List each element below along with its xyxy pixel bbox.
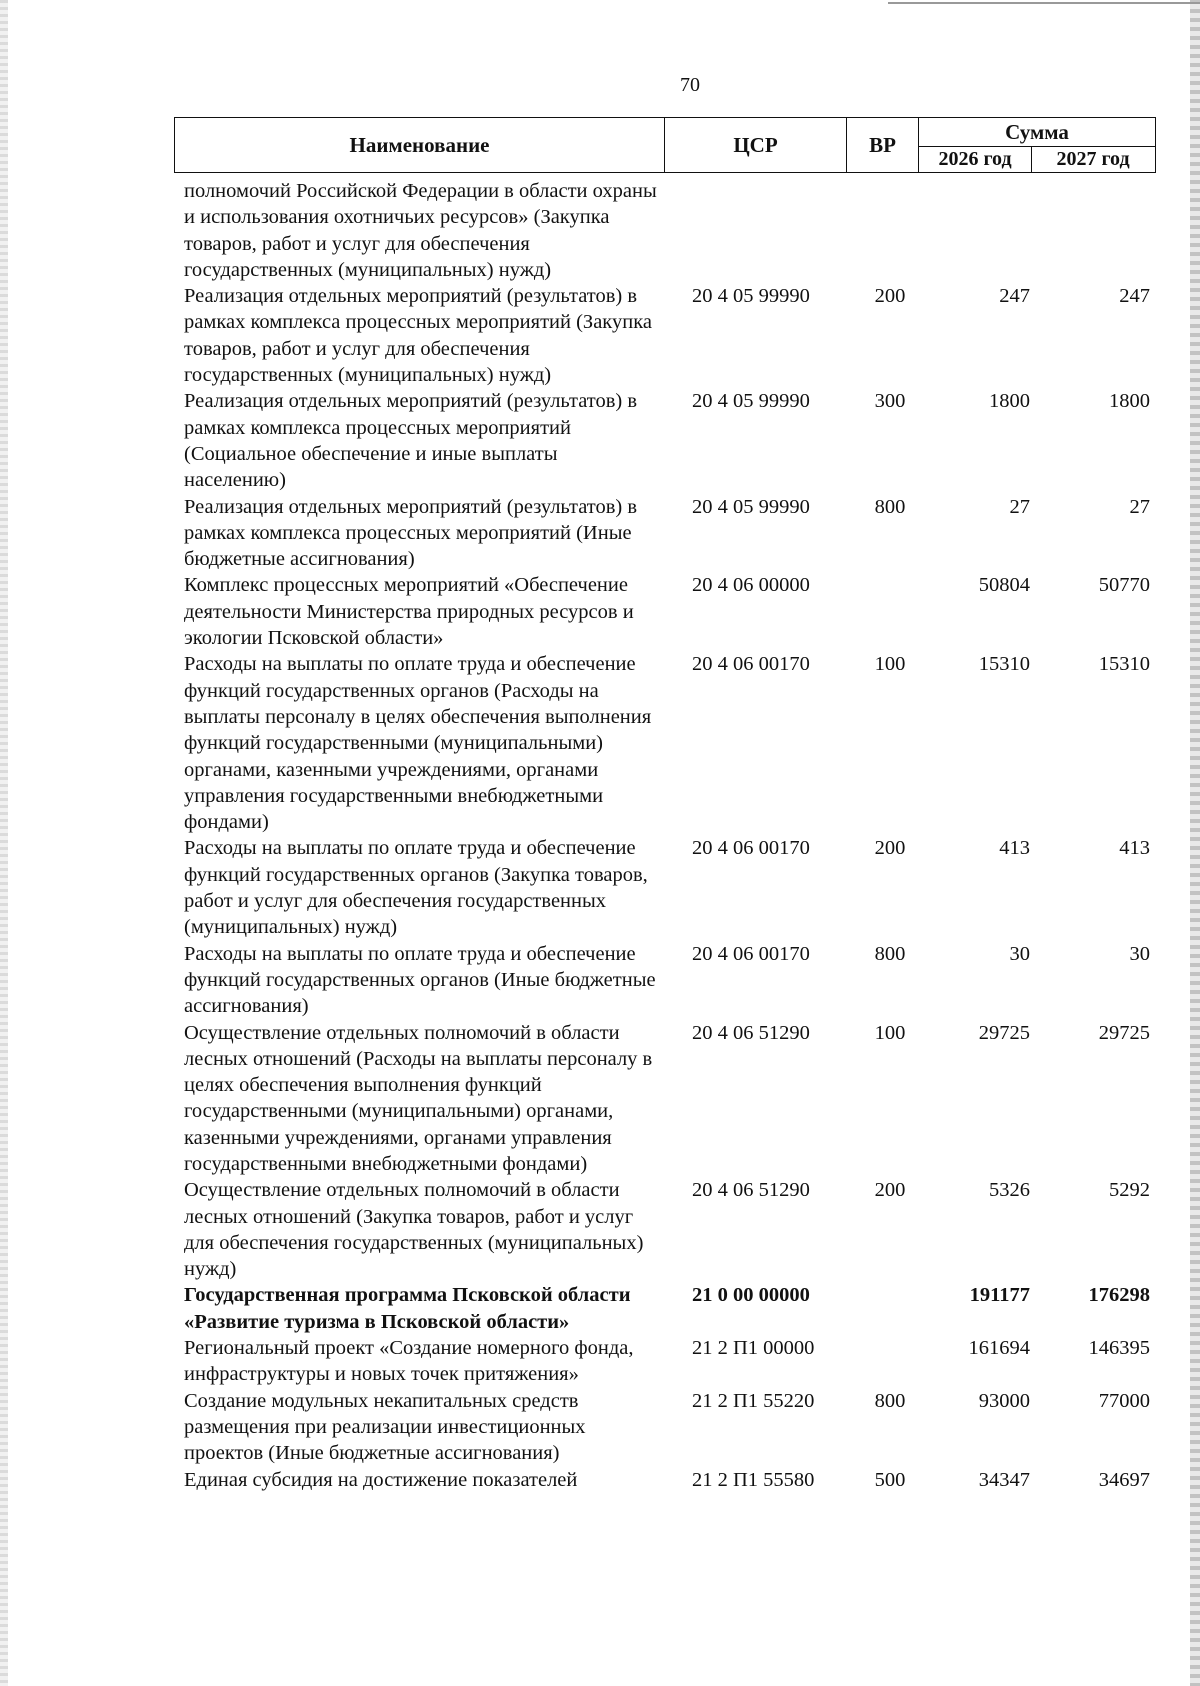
row-csr: 20 4 05 99990 (692, 285, 810, 308)
row-sum-2027: 15310 (1098, 653, 1150, 676)
row-name: Реализация отдельных мероприятий (результатов) в рамках комплекса процессных мероприятий (Социальное обеспечение и иные выплаты населению) (184, 390, 638, 492)
row-sum-2026: 27 (1009, 495, 1030, 518)
table-row (174, 1020, 1156, 1178)
table-row (174, 1177, 1156, 1282)
row-name: Региональный проект «Создание номерного фонда, инфраструктуры и новых точек притяжения» (184, 1337, 634, 1386)
row-sum-2026: 161694 (968, 1337, 1030, 1360)
row-name: Осуществление отдельных полномочий в области лесных отношений (Расходы на выплаты персоналу в целях обеспечения выполнения функций государственными (муниципальными) органами, казенными учреждениями, органами управления государственными внебюджетными фондами) (184, 1021, 653, 1175)
table-row (174, 178, 1156, 283)
header-sum-group (919, 118, 1155, 172)
table-body (174, 178, 1156, 1493)
row-sum-2027: 247 (1119, 285, 1150, 308)
row-name: Реализация отдельных мероприятий (результатов) в рамках комплекса процессных мероприятий (Закупка товаров, работ и услуг для обеспечения государственных (муниципальных) нужд) (184, 285, 652, 387)
row-sum-2026: 93000 (978, 1389, 1030, 1412)
table-row (174, 1282, 1156, 1335)
table-row (174, 388, 1156, 493)
row-csr: 20 4 06 51290 (692, 1021, 810, 1044)
row-sum-2026: 247 (999, 285, 1030, 308)
row-name: Создание модульных некапитальных средств размещения при реализации инвестиционных проектов (Иные бюджетные ассигнования) (184, 1389, 586, 1465)
row-csr: 20 4 06 00000 (692, 574, 810, 597)
row-name: Осуществление отдельных полномочий в области лесных отношений (Закупка товаров, работ и услуг для обеспечения государственных (муниципальных) нужд) (184, 1179, 644, 1281)
header-year-2027: 2027 год (1056, 147, 1130, 170)
row-sum-2027: 27 (1129, 495, 1150, 518)
row-name: Государственная программа Псковской области «Развитие туризма в Псковской области» (184, 1284, 631, 1333)
table-row (174, 1335, 1156, 1388)
row-sum-2026: 34347 (978, 1468, 1030, 1491)
table-row (174, 941, 1156, 1020)
row-sum-2026: 413 (999, 837, 1030, 860)
row-vr: 200 (874, 285, 906, 308)
table-row (174, 572, 1156, 651)
row-csr: 20 4 06 51290 (692, 1179, 810, 1202)
row-sum-2026: 1800 (989, 390, 1030, 413)
row-sum-2027: 50770 (1098, 574, 1150, 597)
row-csr: 21 2 П1 00000 (692, 1337, 815, 1360)
header-name: Наименование (175, 118, 665, 172)
header-year-2026: 2026 год (919, 146, 1032, 172)
row-csr: 20 4 06 00170 (692, 837, 810, 860)
row-csr: 21 0 00 00000 (692, 1284, 810, 1307)
row-sum-2027: 34697 (1098, 1468, 1150, 1491)
row-vr: 800 (874, 942, 906, 965)
row-csr: 20 4 05 99990 (692, 495, 810, 518)
row-vr: 800 (874, 1389, 906, 1412)
row-name: Реализация отдельных мероприятий (результатов) в рамках комплекса процессных мероприятий (Иные бюджетные ассигнования) (184, 495, 638, 571)
table-row (174, 1388, 1156, 1467)
table-row (174, 283, 1156, 388)
row-sum-2026: 191177 (969, 1284, 1030, 1307)
table-row (174, 651, 1156, 835)
row-sum-2027: 30 (1129, 942, 1150, 965)
row-csr: 21 2 П1 55580 (692, 1468, 815, 1491)
row-name: Расходы на выплаты по оплате труда и обеспечение функций государственных органов (Иные бюджетные ассигнования) (184, 942, 656, 1018)
row-sum-2026: 5326 (989, 1179, 1030, 1202)
row-sum-2026: 29725 (978, 1021, 1030, 1044)
row-csr: 20 4 06 00170 (692, 653, 810, 676)
row-vr: 300 (874, 390, 906, 413)
row-vr: 500 (874, 1468, 906, 1491)
row-name: Расходы на выплаты по оплате труда и обеспечение функций государственных органов (Расходы на выплаты персоналу в целях обеспечения выполнения функций государственными (муниципальными) органами, казенными учреждениями, органами управления государственными внебюджетными фондами) (184, 653, 652, 834)
row-vr: 100 (874, 1021, 906, 1044)
row-sum-2026: 50804 (978, 574, 1030, 597)
row-vr: 100 (874, 653, 906, 676)
header-vr: ВР (847, 118, 919, 172)
row-sum-2027: 146395 (1088, 1337, 1150, 1360)
scan-edge-left (0, 0, 8, 1686)
row-name: Единая субсидия на достижение показателей (184, 1468, 578, 1491)
page-number: 70 (680, 74, 700, 96)
scan-edge-right (1190, 0, 1200, 1686)
row-vr: 200 (874, 837, 906, 860)
table-header (174, 117, 1156, 173)
row-vr: 200 (874, 1179, 906, 1202)
table-row (174, 494, 1156, 573)
row-sum-2027: 29725 (1098, 1021, 1150, 1044)
header-sum: Сумма (919, 118, 1155, 147)
row-sum-2027: 413 (1119, 837, 1150, 860)
row-csr: 21 2 П1 55220 (692, 1389, 815, 1412)
row-sum-2026: 30 (1009, 942, 1030, 965)
row-name: полномочий Российской Федерации в области охраны и использования охотничьих ресурсов» (Закупка товаров, работ и услуг для обеспечения государственных (муниципальных) нужд) (184, 180, 657, 281)
row-sum-2026: 15310 (978, 653, 1030, 676)
row-sum-2027: 5292 (1109, 1179, 1150, 1202)
row-sum-2027: 1800 (1109, 390, 1150, 413)
row-name: Расходы на выплаты по оплате труда и обеспечение функций государственных органов (Закупка товаров, работ и услуг для обеспечения государственных (муниципальных) нужд) (184, 837, 648, 939)
row-vr: 800 (874, 495, 906, 518)
header-csr: ЦСР (665, 118, 847, 172)
table-row (174, 835, 1156, 940)
row-csr: 20 4 05 99990 (692, 390, 810, 413)
row-name: Комплекс процессных мероприятий «Обеспечение деятельности Министерства природных ресурсов и экологии Псковской области» (184, 574, 634, 650)
table-row (174, 1467, 1156, 1493)
row-sum-2027: 176298 (1088, 1284, 1150, 1307)
scan-top-line (888, 2, 1200, 4)
row-csr: 20 4 06 00170 (692, 942, 810, 965)
row-sum-2027: 77000 (1098, 1389, 1150, 1412)
